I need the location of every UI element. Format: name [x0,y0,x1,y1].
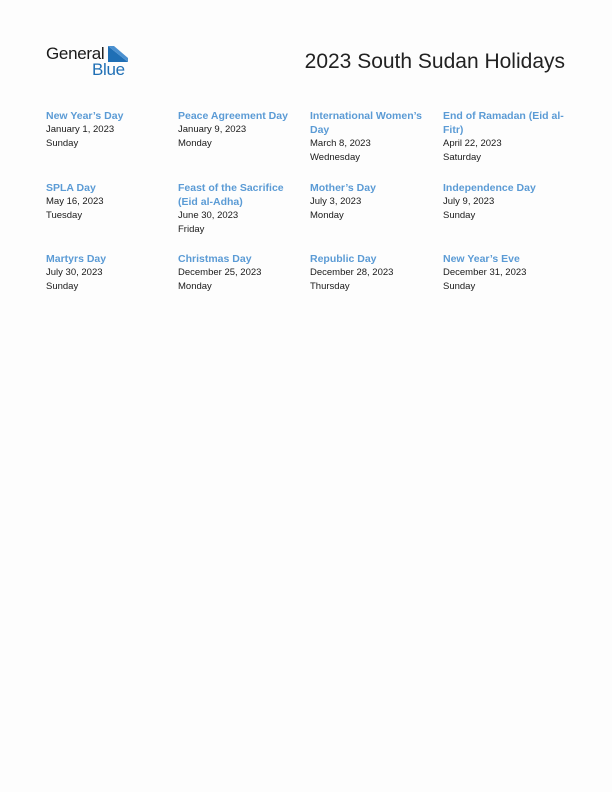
holiday-date: January 1, 2023 [46,124,115,135]
holiday-name: Peace Agreement Day [178,110,288,122]
holiday-name: Republic Day [310,253,377,265]
holiday-item [443,181,567,223]
holiday-item [178,109,302,151]
holiday-date: July 9, 2023 [443,196,495,207]
holiday-date: December 25, 2023 [178,267,262,278]
holiday-item [310,252,434,294]
holiday-item [178,181,302,237]
holiday-weekday: Monday [310,210,344,221]
holiday-weekday: Monday [178,138,212,149]
holiday-name: Independence Day [443,182,536,194]
holiday-date: December 31, 2023 [443,267,527,278]
holiday-name: New Year’s Eve [443,253,520,265]
holiday-weekday: Thursday [310,281,350,292]
holiday-weekday: Tuesday [46,210,83,221]
holiday-date: April 22, 2023 [443,138,502,149]
holiday-weekday: Wednesday [310,152,360,163]
holiday-date: March 8, 2023 [310,138,371,149]
holiday-date: January 9, 2023 [178,124,247,135]
holiday-item [310,181,434,223]
holiday-weekday: Monday [178,281,212,292]
generalblue-logo [46,44,136,80]
page-title: 2023 South Sudan Holidays [304,50,565,73]
holiday-name: Christmas Day [178,253,252,265]
holiday-name: SPLA Day [46,182,96,194]
holiday-weekday: Sunday [46,138,79,149]
holiday-weekday: Sunday [443,281,476,292]
holiday-item [310,109,434,165]
holiday-weekday: Friday [178,224,205,235]
holiday-weekday: Sunday [443,210,476,221]
holiday-item [443,109,567,165]
holiday-date: December 28, 2023 [310,267,394,278]
holiday-name: New Year’s Day [46,110,124,122]
holiday-name: Feast of the Sacrifice (Eid al-Adha) [178,182,284,208]
holiday-weekday: Saturday [443,152,482,163]
holiday-item [46,181,170,223]
holiday-name: International Women’s Day [310,110,423,136]
logo-word-general: General [46,44,105,63]
holiday-date: July 30, 2023 [46,267,103,278]
logo-word-blue: Blue [92,60,125,79]
holiday-weekday: Sunday [46,281,79,292]
holiday-name: Martyrs Day [46,253,107,265]
holiday-item [443,252,567,294]
holiday-date: July 3, 2023 [310,196,362,207]
holiday-name: Mother’s Day [310,182,376,194]
holiday-date: June 30, 2023 [178,210,239,221]
holiday-item [178,252,302,294]
holiday-name: End of Ramadan (Eid al-Fitr) [443,110,564,136]
holiday-date: May 16, 2023 [46,196,104,207]
holiday-item [46,252,170,294]
holiday-item [46,109,170,151]
